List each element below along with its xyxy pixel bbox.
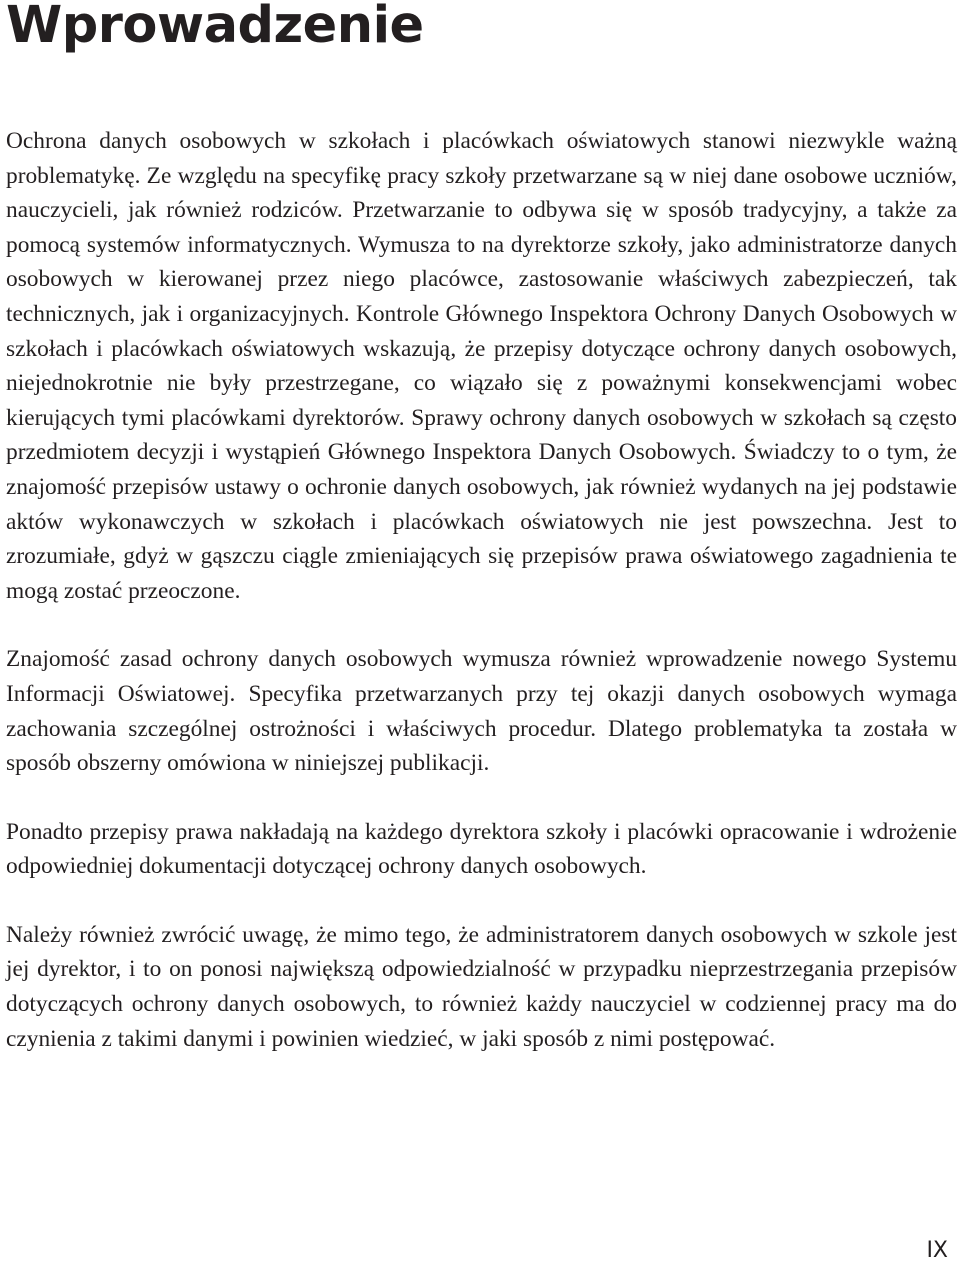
- body-text: [6, 124, 957, 1056]
- paragraph-3: Ponadto przepisy prawa nakładają na każdego dyrektora szkoły i placówki opracowanie i wdrożenie odpowiedniej dokumentacji dotyczącej ochrony danych osobowych.: [6, 818, 957, 880]
- paragraph-2: Znajomość zasad ochrony danych osobowych wymusza również wprowadzenie nowego Systemu Informacji Oświatowej. Specyfika przetwarzanych przy tej okazji danych osobowych wymaga zachowania szczególnej ostrożności i właściwych procedur. Dlatego problematyka ta została w sposób obszerny omówiona w niniejszej publikacji.: [6, 646, 957, 777]
- paragraph-4: Należy również zwrócić uwagę, że mimo tego, że administratorem danych osobowych w szkole jest jej dyrektor, i to on ponosi największą odpowiedzialność w przypadku nieprzestrzegania przepisów dotyczących ochrony danych osobowych, to również każdy nauczyciel w codziennej pracy ma do czynienia z takimi danymi i powinien wiedzieć, w jaki sposób z nimi postępować.: [6, 921, 957, 1052]
- paragraph-1: Ochrona danych osobowych w szkołach i placówkach oświatowych stanowi niezwykle ważną problematykę. Ze względu na specyfikę pracy szkoły przetwarzane są w niej dane osobowe uczniów, nauczycieli, jak również rodziców. Przetwarzanie to odbywa się w sposób tradycyjny, a także za pomocą systemów informatycznych. Wymusza to na dyrektorze szkoły, jako administratorze danych osobowych w kierowanej przez niego placówce, zastosowanie właściwych zabezpieczeń, tak technicznych, jak i organizacyjnych. Kontrole Głównego Inspektora Ochrony Danych Osobowych w szkołach i placówkach oświatowych wskazują, że przepisy dotyczące ochrony danych osobowych, niejednokrotnie nie były przestrzegane, co wiązało się z poważnymi konsekwencjami wobec kierujących tymi placówkami dyrektorów. Sprawy ochrony danych osobowych w szkołach są często przedmiotem decyzji i wystąpień Głównego Inspektora Danych Osobowych. Świadczy to o tym, że znajomość przepisów ustawy o ochronie danych osobowych, jak również wydanych na jej podstawie aktów wykonawczych w szkołach i placówkach oświatowych nie jest powszechna. Jest to zrozumiałe, gdyż w gąszczu ciągle zmieniających się przepisów prawa oświatowego zagadnienia te mogą zostać przeoczone.: [6, 128, 957, 604]
- chapter-title: Wprowadzenie: [6, 0, 424, 55]
- page-number: IX: [926, 1238, 948, 1263]
